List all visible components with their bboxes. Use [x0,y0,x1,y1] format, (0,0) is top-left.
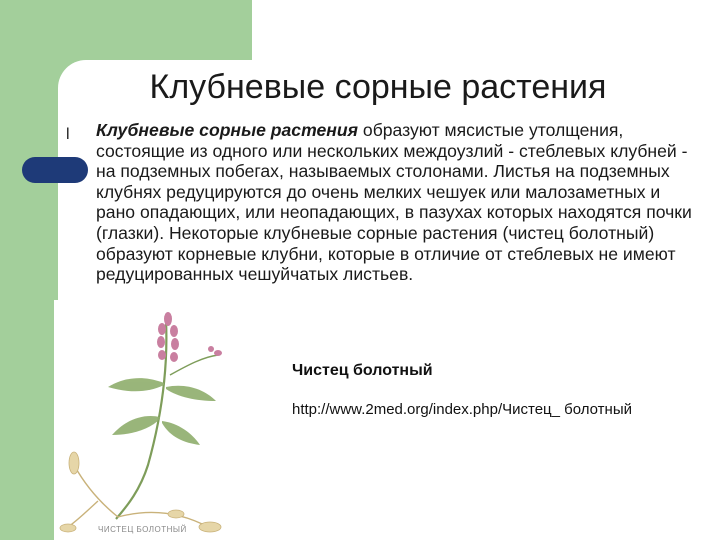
plant-illustration-icon [58,305,280,540]
bullet-marker: l [66,126,70,143]
slide-title: Клубневые сорные растения [149,68,607,106]
plant-image-label: ЧИСТЕЦ БОЛОТНЫЙ [98,525,187,534]
image-caption: Чистец болотный [292,362,433,379]
blue-accent-bar [22,157,88,183]
body-lead-term: Клубневые сорные растения [96,120,359,140]
body-paragraph [96,120,696,285]
green-left-strip [0,300,54,540]
source-link[interactable]: http://www.2med.org/index.php/Чистец_ болотный [292,401,632,418]
body-text: образуют мясистые утолщения, состоящие из одного или нескольких междоузлий - стеблевых клубней - на подземных побегах, называемых столонами. Листья на подземных клубнях редуцируются до очень мелких чешуек или малозаметных и рано опадающих, или неопадающих, в пазухах которых находятся почки (глазки). Некоторые клубневые сорные растения (чистец болотный) образуют корневые клубни, которые в отличие от стеблевых не имеют редуцированных чешуйчатых листьев. [96,120,692,285]
